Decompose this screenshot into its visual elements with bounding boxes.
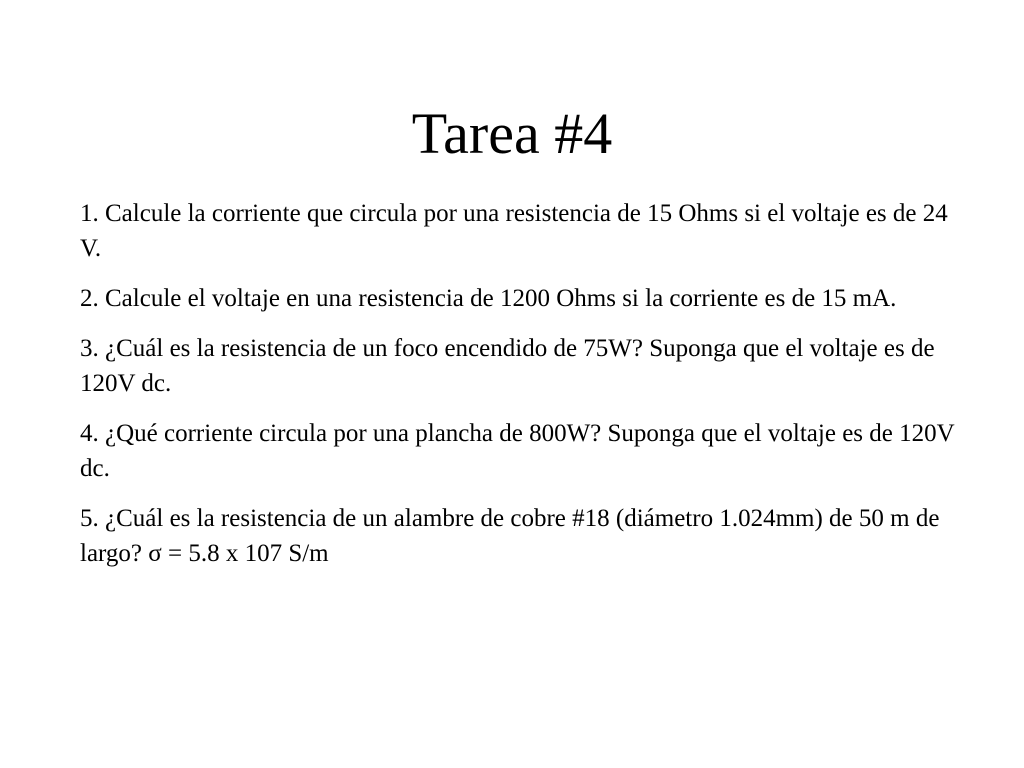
question-list — [80, 196, 960, 586]
slide-title: Tarea #4 — [411, 101, 613, 166]
question-4: 4. ¿Qué corriente circula por una plancha de 800W? Suponga que el voltaje es de 120V dc. — [80, 420, 955, 482]
question-1: 1. Calcule la corriente que circula por una resistencia de 15 Ohms si el voltaje es de 24 V. — [80, 200, 948, 262]
question-2: 2. Calcule el voltaje en una resistencia de 1200 Ohms si la corriente es de 15 mA. — [80, 285, 897, 312]
question-5: 5. ¿Cuál es la resistencia de un alambre de cobre #18 (diámetro 1.024mm) de 50 m de largo? σ = 5.8 x 107 S/m — [80, 505, 940, 567]
question-3: 3. ¿Cuál es la resistencia de un foco encendido de 75W? Suponga que el voltaje es de 120V dc. — [80, 335, 935, 397]
